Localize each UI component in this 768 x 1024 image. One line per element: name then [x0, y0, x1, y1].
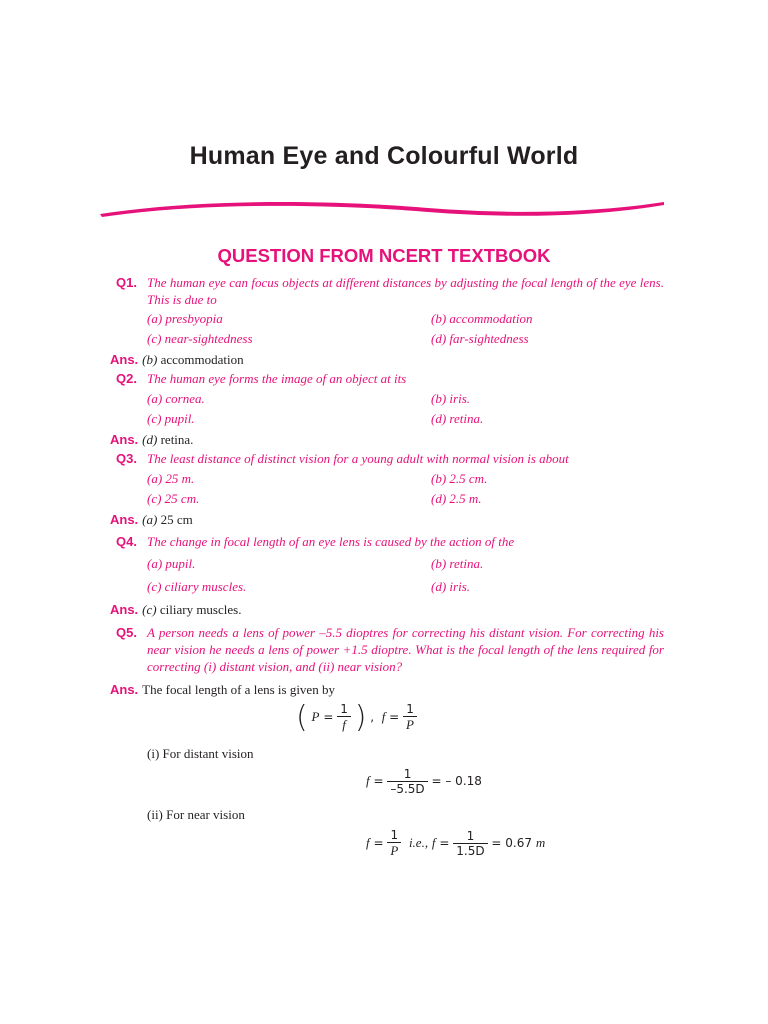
option: (b) retina.: [431, 556, 484, 571]
answer-label: Ans.: [110, 602, 139, 617]
answer-text: accommodation: [160, 352, 244, 367]
option: (b) 2.5 cm.: [431, 471, 488, 486]
answer-key: (a): [142, 512, 158, 527]
answer-label: Ans.: [110, 432, 139, 447]
option: (b) accommodation: [431, 311, 533, 326]
option: (c) ciliary muscles.: [147, 579, 247, 594]
question-number: Q5.: [116, 625, 137, 640]
answer-label: Ans.: [110, 512, 139, 527]
option: (a) 25 m.: [147, 471, 195, 486]
formula-numerator: 1: [453, 829, 487, 844]
formula-denominator: P: [390, 843, 399, 858]
option: (d) retina.: [431, 411, 484, 426]
formula-f: f: [431, 835, 436, 850]
answer-key: (b): [142, 352, 158, 367]
answer-line: [110, 511, 193, 529]
formula-f: f: [366, 835, 370, 850]
formula-P: P: [311, 709, 320, 724]
option: (d) iris.: [431, 579, 470, 594]
near-vision-formula: [366, 828, 545, 859]
option: (d) 2.5 m.: [431, 491, 482, 506]
question-text: The change in focal length of an eye lens is caused by the action of the: [147, 534, 515, 549]
option: (d) far-sightedness: [431, 331, 529, 346]
answer-line: [110, 681, 335, 699]
answer-line: [110, 601, 241, 619]
answer-line: [110, 431, 193, 449]
lens-formula: ( P = $\frac{1}{f}$ ) , f = $\frac{1}{P}$: [296, 700, 417, 735]
option: (a) presbyopia: [147, 311, 223, 326]
formula-equals: =: [389, 710, 400, 724]
question-text: A person needs a lens of power –5.5 dioptres for correcting his distant vision. For correcting his near vision he needs a lens of power +1.5 dioptre. What is the focal length of the lens required for correcting (i) distant vision, and (ii) near vision?: [147, 625, 664, 674]
question-number: Q2.: [116, 371, 137, 386]
formula-numerator: 1: [387, 828, 401, 843]
chapter-title: Human Eye and Colourful World: [189, 142, 579, 170]
answer-label: Ans.: [110, 352, 139, 367]
question-number: Q4.: [116, 534, 137, 549]
formula-result: = – 0.18: [431, 774, 482, 788]
formula-numerator: 1: [387, 767, 427, 782]
formula-equals: =: [439, 836, 450, 850]
option: (c) 25 cm.: [147, 491, 200, 506]
question-text: The least distance of distinct vision for a young adult with normal vision is about: [147, 451, 569, 466]
answer-line: [110, 351, 244, 369]
formula-f: f: [366, 773, 370, 788]
formula-denominator: –5.5D: [390, 782, 425, 796]
answer-text: ciliary muscles.: [159, 602, 242, 617]
answer-label: Ans.: [110, 682, 139, 697]
formula-denominator: 1.5D: [456, 844, 485, 858]
formula-numerator: 1: [337, 702, 351, 717]
ie-text: i.e.,: [408, 835, 429, 850]
formula-denominator: f: [342, 717, 346, 732]
formula-f: f: [381, 709, 386, 724]
formula-equals: =: [373, 774, 384, 788]
option: (b) iris.: [431, 391, 470, 406]
question-text: The human eye can focus objects at different distances by adjusting the focal length of the eye lens. This is due to: [147, 275, 664, 307]
formula-unit: m: [535, 835, 546, 850]
option: (c) near-sightedness: [147, 331, 253, 346]
formula-equals: =: [373, 836, 384, 850]
formula-equals: =: [323, 710, 334, 724]
answer-key: (c): [142, 602, 157, 617]
answer-text: 25 cm: [160, 512, 193, 527]
swoosh-stroke: [100, 202, 664, 217]
formula-result: = 0.67: [491, 836, 532, 850]
question-number: Q1.: [116, 275, 137, 290]
answer-key: (d): [142, 432, 158, 447]
question-number: Q3.: [116, 451, 137, 466]
question-text: The human eye forms the image of an object at its: [147, 371, 407, 386]
answer-text: retina.: [160, 432, 194, 447]
section-title: QUESTION FROM NCERT TEXTBOOK: [217, 245, 551, 266]
formula-denominator: P: [406, 717, 414, 732]
title-underline-swoosh: [98, 196, 668, 222]
distant-vision-formula: [366, 767, 482, 796]
answer-text: The focal length of a lens is given by: [142, 682, 335, 697]
step-label: (i) For distant vision: [147, 746, 254, 761]
option: (a) cornea.: [147, 391, 205, 406]
formula-numerator: 1: [403, 702, 417, 717]
formula-comma: ,: [370, 710, 375, 724]
option: (c) pupil.: [147, 411, 195, 426]
step-label: (ii) For near vision: [147, 807, 245, 822]
option: (a) pupil.: [147, 556, 196, 571]
